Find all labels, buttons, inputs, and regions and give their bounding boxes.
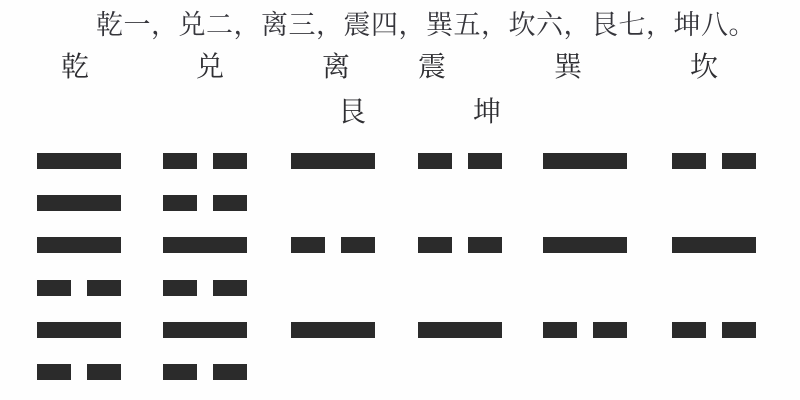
trigram-kan-yang-line [672, 237, 756, 253]
trigram-zhen-yang-line [418, 322, 502, 338]
yin-segment [722, 322, 756, 338]
yin-segment [672, 153, 706, 169]
trigram-qian-yang-line [37, 237, 121, 253]
trigram-xun-yin-line [543, 322, 627, 338]
trigram-li-yin-line [291, 237, 375, 253]
yin-segment [722, 153, 756, 169]
trigram-li-yang-line [291, 322, 375, 338]
trigram-label-qian: 乾 [60, 51, 89, 82]
trigram-kun-yin-line [163, 364, 247, 380]
trigram-label-dui: 兑 [195, 51, 224, 82]
trigram-dui-yang-line [163, 322, 247, 338]
trigram-label-gen: 艮 [337, 96, 366, 127]
trigram-qian-yang-line [37, 153, 121, 169]
page-title: 乾一，兑二，离三，震四，巽五，坎六，艮七，坤八。 [96, 10, 756, 40]
trigram-label-xun: 巽 [553, 51, 582, 82]
yin-segment [163, 153, 197, 169]
yin-segment [468, 153, 502, 169]
trigram-xun-yang-line [543, 153, 627, 169]
trigram-label-zhen: 震 [417, 51, 446, 82]
yin-segment [213, 153, 247, 169]
yin-segment [163, 364, 197, 380]
trigram-gen-yin-line [37, 364, 121, 380]
trigram-kan-yin-line [672, 153, 756, 169]
yin-segment [593, 322, 627, 338]
yin-segment [87, 364, 121, 380]
yin-segment [672, 322, 706, 338]
trigram-gen-yang-line [37, 195, 121, 211]
yin-segment [37, 280, 71, 296]
trigram-label-kan: 坎 [689, 51, 718, 82]
yin-segment [213, 364, 247, 380]
yin-segment [87, 280, 121, 296]
yin-segment [418, 153, 452, 169]
trigram-zhen-yin-line [418, 237, 502, 253]
trigram-gen-yin-line [37, 280, 121, 296]
yin-segment [291, 237, 325, 253]
yin-segment [341, 237, 375, 253]
trigram-dui-yang-line [163, 237, 247, 253]
trigram-zhen-yin-line [418, 153, 502, 169]
trigram-kun-yin-line [163, 280, 247, 296]
trigram-xun-yang-line [543, 237, 627, 253]
trigram-qian-yang-line [37, 322, 121, 338]
trigram-label-li: 离 [321, 51, 350, 82]
trigram-kan-yin-line [672, 322, 756, 338]
trigram-label-kun: 坤 [472, 96, 501, 127]
yin-segment [163, 280, 197, 296]
trigram-dui-yin-line [163, 153, 247, 169]
yin-segment [163, 195, 197, 211]
yin-segment [213, 280, 247, 296]
yin-segment [418, 237, 452, 253]
yin-segment [37, 364, 71, 380]
yin-segment [468, 237, 502, 253]
yin-segment [543, 322, 577, 338]
trigram-kun-yin-line [163, 195, 247, 211]
trigram-li-yang-line [291, 153, 375, 169]
yin-segment [213, 195, 247, 211]
